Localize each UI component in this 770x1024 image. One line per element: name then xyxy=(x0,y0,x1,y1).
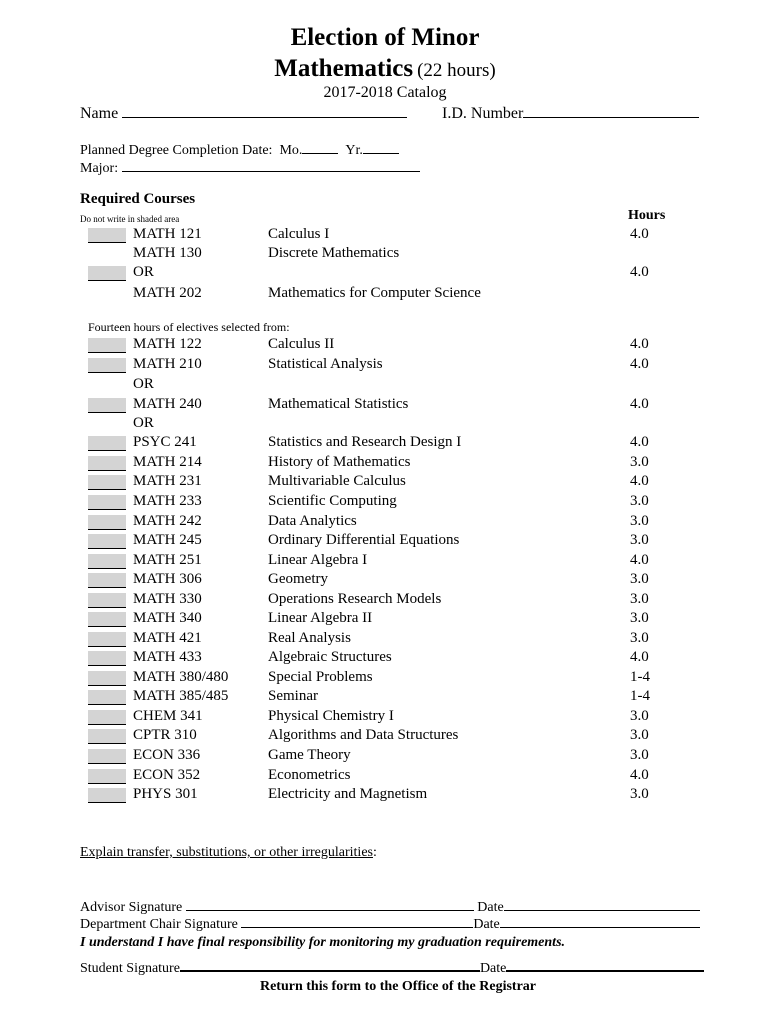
course-hours: 3.0 xyxy=(630,708,649,724)
course-title: Game Theory xyxy=(268,747,351,763)
course-hours: 3.0 xyxy=(630,610,649,626)
id-row xyxy=(442,105,699,123)
course-title: Algebraic Structures xyxy=(268,649,392,665)
completion-label: Planned Degree Completion Date: xyxy=(80,143,273,158)
course-hours: 3.0 xyxy=(630,630,649,646)
course-title: Ordinary Differential Equations xyxy=(268,532,460,548)
course-title: Real Analysis xyxy=(268,630,351,646)
month-label: Mo. xyxy=(279,143,303,158)
elective-course-row xyxy=(0,415,770,434)
course-title: Calculus I xyxy=(268,226,330,242)
course-code: MATH 214 xyxy=(133,454,202,470)
elective-course-row xyxy=(0,473,770,492)
elective-course-row xyxy=(0,493,770,512)
student-date-label: Date xyxy=(479,961,507,976)
elective-course-row xyxy=(0,376,770,395)
minor-hours: (22 hours) xyxy=(417,60,496,81)
student-label: Student Signature xyxy=(80,961,180,976)
electives-intro: Fourteen hours of electives selected from: xyxy=(88,320,290,334)
elective-course-row xyxy=(0,571,770,590)
advisor-date-field[interactable] xyxy=(504,909,700,911)
course-title: Statistics and Research Design I xyxy=(268,434,462,450)
course-code: MATH 340 xyxy=(133,610,202,626)
course-title: History of Mathematics xyxy=(268,454,411,470)
explain-row: Explain transfer, substitutions, or other irregularities: xyxy=(80,845,377,860)
course-code: MATH 421 xyxy=(133,630,202,646)
course-hours: 3.0 xyxy=(630,786,649,802)
elective-course-row xyxy=(0,649,770,668)
course-hours: 3.0 xyxy=(630,454,649,470)
elective-course-row xyxy=(0,708,770,727)
catalog-year: 2017-2018 Catalog xyxy=(323,84,447,101)
chair-date-field[interactable] xyxy=(500,926,700,928)
required-heading: Required Courses xyxy=(80,191,196,207)
required-course-row xyxy=(0,285,770,304)
course-code: MATH 121 xyxy=(133,226,202,242)
student-row xyxy=(80,961,704,977)
major-label: Major: xyxy=(80,161,119,176)
required-course-row xyxy=(0,245,770,264)
course-hours: 3.0 xyxy=(630,747,649,763)
course-hours: 4.0 xyxy=(630,226,649,242)
elective-course-row xyxy=(0,532,770,551)
course-hours: 4.0 xyxy=(630,767,649,783)
advisor-date-label: Date xyxy=(477,900,504,915)
elective-course-row xyxy=(0,552,770,571)
elective-course-row xyxy=(0,336,770,355)
course-code: PSYC 241 xyxy=(133,434,197,450)
elective-course-row xyxy=(0,396,770,415)
chair-date-label: Date xyxy=(473,917,500,932)
hours-header: Hours xyxy=(628,208,666,223)
name-label: Name xyxy=(80,105,119,122)
course-code: MATH 433 xyxy=(133,649,202,665)
advisor-signature-field[interactable] xyxy=(186,909,474,911)
course-title: Mathematical Statistics xyxy=(268,396,409,412)
course-code: OR xyxy=(133,376,154,392)
elective-course-row xyxy=(0,688,770,707)
course-hours: 3.0 xyxy=(630,727,649,743)
course-code: MATH 242 xyxy=(133,513,202,529)
course-title: Operations Research Models xyxy=(268,591,442,607)
return-instruction: Return this form to the Office of the Registrar xyxy=(259,979,537,994)
course-hours: 4.0 xyxy=(630,473,649,489)
course-code: MATH 233 xyxy=(133,493,202,509)
elective-course-row xyxy=(0,767,770,786)
course-code: MATH 210 xyxy=(133,356,202,372)
course-hours: 3.0 xyxy=(630,513,649,529)
course-code: MATH 122 xyxy=(133,336,202,352)
course-code: ECON 352 xyxy=(133,767,201,783)
elective-course-row xyxy=(0,786,770,805)
form-title: Election of Minor xyxy=(290,24,480,51)
course-title: Linear Algebra II xyxy=(268,610,373,626)
elective-course-row xyxy=(0,591,770,610)
course-code: MATH 202 xyxy=(133,285,202,301)
student-date-field[interactable] xyxy=(506,969,704,972)
elective-course-row xyxy=(0,669,770,688)
chair-signature-field[interactable] xyxy=(241,926,473,928)
responsibility-statement: I understand I have final responsibility for monitoring my graduation requirements. xyxy=(80,935,566,950)
course-title: Geometry xyxy=(268,571,328,587)
course-hours: 3.0 xyxy=(630,532,649,548)
year-label: Yr. xyxy=(345,143,363,158)
course-title: Seminar xyxy=(268,688,318,704)
course-code: CPTR 310 xyxy=(133,727,197,743)
course-code: CHEM 341 xyxy=(133,708,203,724)
course-code: MATH 251 xyxy=(133,552,202,568)
course-code: OR xyxy=(133,264,154,280)
course-title: Mathematics for Computer Science xyxy=(268,285,481,301)
course-hours: 3.0 xyxy=(630,591,649,607)
elective-course-row xyxy=(0,630,770,649)
elective-course-row xyxy=(0,747,770,766)
form-subtitle xyxy=(0,55,770,83)
course-hours: 4.0 xyxy=(630,264,649,280)
course-code: MATH 380/480 xyxy=(133,669,229,685)
course-code: MATH 231 xyxy=(133,473,202,489)
course-code: ECON 336 xyxy=(133,747,201,763)
advisor-row xyxy=(80,900,700,916)
course-hours: 1-4 xyxy=(630,688,650,704)
course-hours: 4.0 xyxy=(630,396,649,412)
course-title: Scientific Computing xyxy=(268,493,397,509)
year-field[interactable] xyxy=(363,152,399,154)
course-title: Calculus II xyxy=(268,336,335,352)
course-title: Data Analytics xyxy=(268,513,357,529)
course-hours: 4.0 xyxy=(630,552,649,568)
explain-label: Explain transfer, substitutions, or other irregularities xyxy=(80,845,373,860)
course-hours: 3.0 xyxy=(630,571,649,587)
chair-label: Department Chair Signature xyxy=(80,917,238,932)
chair-row xyxy=(80,917,700,933)
id-field[interactable] xyxy=(523,116,699,118)
course-code: MATH 306 xyxy=(133,571,202,587)
student-signature-field[interactable] xyxy=(180,969,480,972)
course-title: Discrete Mathematics xyxy=(268,245,400,261)
course-code: MATH 130 xyxy=(133,245,202,261)
course-code: PHYS 301 xyxy=(133,786,198,802)
course-hours: 3.0 xyxy=(630,493,649,509)
advisor-label: Advisor Signature xyxy=(80,900,183,915)
elective-course-row xyxy=(0,610,770,629)
course-title: Multivariable Calculus xyxy=(268,473,406,489)
course-title: Linear Algebra I xyxy=(268,552,368,568)
course-hours: 4.0 xyxy=(630,336,649,352)
elective-course-row xyxy=(0,434,770,453)
elective-course-row xyxy=(0,727,770,746)
course-hours: 4.0 xyxy=(630,434,649,450)
elective-course-row xyxy=(0,513,770,532)
name-field[interactable] xyxy=(122,116,407,118)
shaded-area-note: Do not write in shaded area xyxy=(80,214,180,224)
course-code: MATH 385/485 xyxy=(133,688,229,704)
course-hours: 4.0 xyxy=(630,356,649,372)
major-row xyxy=(80,161,420,177)
course-title: Algorithms and Data Structures xyxy=(268,727,459,743)
course-hours: 4.0 xyxy=(630,649,649,665)
course-code: OR xyxy=(133,415,154,431)
course-title: Electricity and Magnetism xyxy=(268,786,428,802)
minor-name: Mathematics xyxy=(274,55,414,82)
completion-row xyxy=(80,143,399,159)
course-title: Physical Chemistry I xyxy=(268,708,394,724)
major-field[interactable] xyxy=(122,170,420,172)
elective-course-row xyxy=(0,454,770,473)
course-title: Econometrics xyxy=(268,767,351,783)
course-code: MATH 330 xyxy=(133,591,202,607)
name-row xyxy=(80,105,407,123)
elective-course-row xyxy=(0,356,770,375)
month-field[interactable] xyxy=(302,152,338,154)
course-title: Special Problems xyxy=(268,669,373,685)
id-label: I.D. Number xyxy=(442,105,524,122)
course-code: MATH 245 xyxy=(133,532,202,548)
required-course-row xyxy=(0,264,770,283)
course-hours: 1-4 xyxy=(630,669,650,685)
required-course-row xyxy=(0,226,770,245)
course-title: Statistical Analysis xyxy=(268,356,383,372)
course-code: MATH 240 xyxy=(133,396,202,412)
